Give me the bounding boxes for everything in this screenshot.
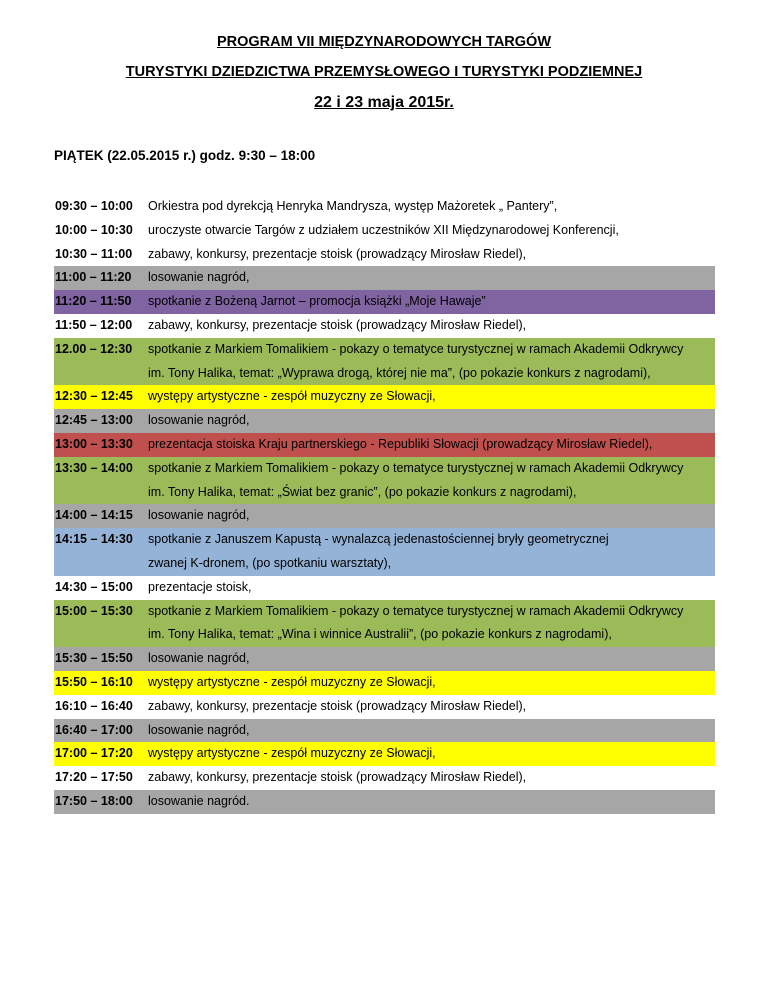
schedule-description-line: im. Tony Halika, temat: „Wyprawa drogą, której nie ma”, (po pokazie konkurs z nagrodami), <box>148 365 651 380</box>
schedule-row <box>54 528 715 576</box>
schedule-description-line: występy artystyczne - zespół muzyczny ze Słowacji, <box>148 746 436 761</box>
schedule-description-line: losowanie nagród, <box>148 413 250 428</box>
schedule-description-line: spotkanie z Januszem Kapustą - wynalazcą jedenastościennej bryły geometrycznej <box>148 532 609 547</box>
schedule-time: 12:30 – 12:45 <box>55 389 133 404</box>
schedule-time: 14:00 – 14:15 <box>55 508 133 523</box>
document-title-line-1: PROGRAM VII MIĘDZYNARODOWYCH TARGÓW <box>216 34 552 50</box>
schedule-description-line: spotkanie z Bożeną Jarnot – promocja książki „Moje Hawaje” <box>148 294 486 309</box>
schedule-description-line: występy artystyczne - zespół muzyczny ze Słowacji, <box>148 389 436 404</box>
schedule-time: 13:00 – 13:30 <box>55 436 133 451</box>
schedule-time: 10:30 – 11:00 <box>55 246 133 261</box>
schedule-time: 11:20 – 11:50 <box>55 294 132 309</box>
schedule-time: 13:30 – 14:00 <box>55 460 133 475</box>
schedule-row <box>54 600 715 648</box>
schedule-description-line: im. Tony Halika, temat: „Wina i winnice Australii”, (po pokazie konkurs z nagrodami), <box>148 627 612 642</box>
schedule-description-line: spotkanie z Markiem Tomalikiem - pokazy o tematyce turystycznej w ramach Akademii Odkrywcy <box>148 341 684 356</box>
schedule-time: 15:50 – 16:10 <box>55 674 133 689</box>
schedule-description-line: Orkiestra pod dyrekcją Henryka Mandrysza, występ Mażoretek „ Pantery”, <box>148 199 558 213</box>
schedule-description <box>147 600 715 648</box>
schedule-time: 11:00 – 11:20 <box>55 270 132 285</box>
schedule-time: 12:45 – 13:00 <box>55 413 133 428</box>
schedule-description-line: zabawy, konkursy, prezentacje stoisk (prowadzący Mirosław Riedel), <box>148 246 527 261</box>
schedule-description-line: prezentacja stoiska Kraju partnerskiego - Republiki Słowacji (prowadzący Mirosław Riedel), <box>148 436 653 451</box>
schedule-description <box>147 433 715 457</box>
schedule-row <box>54 219 715 243</box>
schedule-time: 14:15 – 14:30 <box>55 532 133 547</box>
schedule-row <box>54 243 715 267</box>
document-title-line-2: TURYSTYKI DZIEDZICTWA PRZEMYSŁOWEGO I TURYSTYKI PODZIEMNEJ <box>125 64 643 80</box>
schedule-row <box>54 576 715 600</box>
schedule-row <box>54 766 715 790</box>
schedule-description <box>147 504 715 528</box>
schedule-description-line: spotkanie z Markiem Tomalikiem - pokazy o tematyce turystycznej w ramach Akademii Odkrywcy <box>148 460 684 475</box>
schedule-time: 11:50 – 12:00 <box>55 317 133 332</box>
schedule-description <box>147 576 715 600</box>
schedule-row <box>54 742 715 766</box>
schedule-time: 16:40 – 17:00 <box>55 722 133 737</box>
schedule-row <box>54 195 715 219</box>
schedule-row <box>54 504 715 528</box>
schedule-description <box>147 266 715 290</box>
schedule-description-line: losowanie nagród, <box>148 270 250 285</box>
schedule-row <box>54 385 715 409</box>
schedule-description-line: uroczyste otwarcie Targów z udziałem uczestników XII Międzynarodowej Konferencji, <box>148 222 619 237</box>
schedule-description <box>147 790 715 814</box>
schedule-time: 15:00 – 15:30 <box>55 603 133 618</box>
schedule-description <box>147 243 715 267</box>
schedule-time: 17:50 – 18:00 <box>55 793 133 808</box>
schedule-description-line: występy artystyczne - zespół muzyczny ze Słowacji, <box>148 674 436 689</box>
schedule-description <box>147 409 715 433</box>
schedule-description <box>147 457 715 505</box>
schedule-row <box>54 719 715 743</box>
schedule-description <box>147 719 715 743</box>
document-date-title: 22 i 23 maja 2015r. <box>314 94 454 111</box>
schedule-description-line: zabawy, konkursy, prezentacje stoisk (prowadzący Mirosław Riedel), <box>148 698 527 713</box>
schedule-row <box>54 671 715 695</box>
schedule-row <box>54 290 715 314</box>
schedule-time: 12.00 – 12:30 <box>55 341 133 356</box>
schedule-description <box>147 290 715 314</box>
schedule-description <box>147 766 715 790</box>
schedule-row <box>54 338 715 386</box>
schedule-time: 17:00 – 17:20 <box>55 746 133 761</box>
day-heading: PIĄTEK (22.05.2015 r.) godz. 9:30 – 18:00 <box>54 148 316 163</box>
schedule-description-line: losowanie nagród, <box>148 508 250 523</box>
schedule-description <box>147 195 715 219</box>
schedule-description <box>147 528 715 576</box>
schedule-description-line: zabawy, konkursy, prezentacje stoisk (prowadzący Mirosław Riedel), <box>148 770 527 785</box>
schedule-description-line: spotkanie z Markiem Tomalikiem - pokazy o tematyce turystycznej w ramach Akademii Odkrywcy <box>148 603 684 618</box>
schedule-time: 10:00 – 10:30 <box>55 222 133 237</box>
schedule-description <box>147 385 715 409</box>
schedule-description <box>147 695 715 719</box>
schedule-row <box>54 314 715 338</box>
schedule-description <box>147 219 715 243</box>
schedule-description-line: prezentacje stoisk, <box>148 579 252 594</box>
schedule-description-line: losowanie nagród, <box>148 651 250 666</box>
schedule-row <box>54 695 715 719</box>
schedule-time: 14:30 – 15:00 <box>55 579 133 594</box>
schedule-row <box>54 790 715 814</box>
schedule-description-line: im. Tony Halika, temat: „Świat bez granic”, (po pokazie konkurs z nagrodami), <box>148 484 577 499</box>
schedule-time: 16:10 – 16:40 <box>55 698 133 713</box>
schedule-description <box>147 338 715 386</box>
schedule-description-line: zabawy, konkursy, prezentacje stoisk (prowadzący Mirosław Riedel), <box>148 317 527 332</box>
schedule-table <box>54 195 715 814</box>
schedule-description-line: losowanie nagród. <box>148 793 250 808</box>
schedule-row <box>54 409 715 433</box>
schedule-row <box>54 433 715 457</box>
schedule-row <box>54 647 715 671</box>
schedule-description <box>147 314 715 338</box>
schedule-time: 09:30 – 10:00 <box>55 199 133 213</box>
schedule-description <box>147 742 715 766</box>
schedule-description-line: zwanej K-dronem, (po spotkaniu warsztaty), <box>148 555 392 570</box>
schedule-time: 17:20 – 17:50 <box>55 770 133 785</box>
schedule-row <box>54 266 715 290</box>
schedule-row <box>54 457 715 505</box>
schedule-description <box>147 671 715 695</box>
schedule-description <box>147 647 715 671</box>
schedule-description-line: losowanie nagród, <box>148 722 250 737</box>
schedule-time: 15:30 – 15:50 <box>55 651 133 666</box>
